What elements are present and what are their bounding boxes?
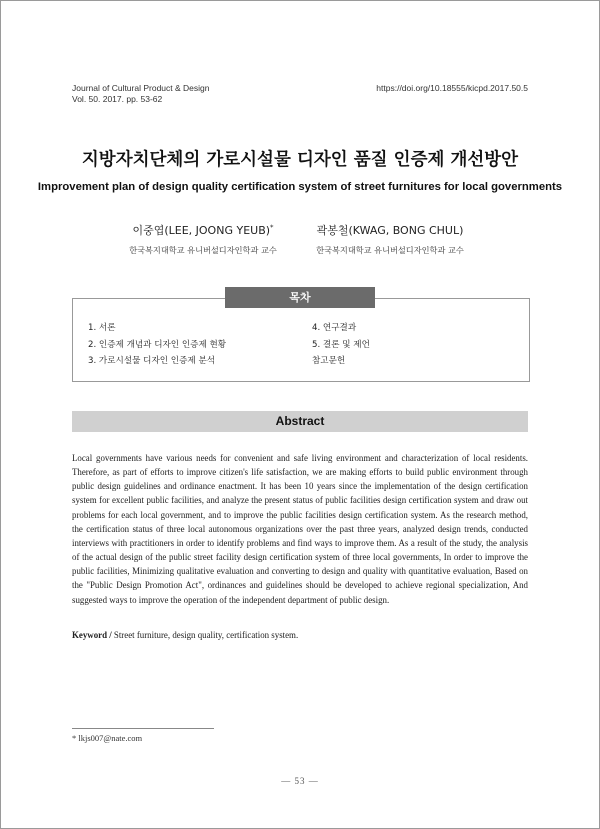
toc-left-column	[88, 320, 226, 370]
page-number: — 53 —	[281, 776, 319, 786]
journal-name: Journal of Cultural Product & Design	[72, 83, 210, 93]
toc-item: 4. 연구결과	[312, 323, 357, 333]
keyword-line	[72, 630, 528, 640]
keyword-text: Street furniture, design quality, certification system.	[113, 630, 299, 640]
doi-link[interactable]: https://doi.org/10.18555/kicpd.2017.50.5	[376, 83, 528, 93]
abstract-body: Local governments have various needs for convenient and safe living environment and characterization of local residents. Therefore, as part of efforts to improve citizen's life satisfaction, we are making efforts to build public environment through public design guidelines and ordinance enactment. It has been 10 years since the implementation of the design certification system for excellent public facilities, and analyze the present status of public facilities design certification system and draw out problems for each local government, and to improve the public facilities design certification system. As the research method, the certification status of three local autonomous organizations over the past three years, analyzed design trends, conducted interviews with practitioners in order to identify problems and find ways to improve them. As a result of the study, the analysis of the actual design of the public street facility design certification system of three local governments, In order to improve the public facilities, Minimizing qualitative evaluation and converting to design and quality with quantitative evaluation, Based on the "Public Design Promotion Act", ordinances and guidelines should be developed to achieve regional specialization, And suggested ways to improve the operation of the independent department of public design.	[72, 453, 528, 605]
author-1-mark: *	[270, 223, 274, 232]
toc-heading: 목차	[225, 287, 375, 308]
author-1-name: 이중엽(LEE, JOONG YEUB)	[132, 224, 271, 237]
footnote-email: * lkjs007@nate.com	[72, 733, 143, 743]
journal-header	[72, 83, 210, 105]
paper-title-english: Improvement plan of design quality certification system of street furnitures for local governments	[37, 181, 563, 193]
author-1-affiliation: 한국복지대학교 유니버설디자인학과 교수	[129, 245, 277, 255]
toc-item: 3. 가로시설물 디자인 인증제 분석	[88, 356, 216, 366]
toc-item: 1. 서론	[88, 323, 116, 333]
toc-right-column	[312, 320, 370, 370]
abstract-heading: Abstract	[72, 411, 528, 432]
paper-title-korean: 지방자치단체의 가로시설물 디자인 품질 인증제 개선방안	[81, 150, 519, 170]
author-2-name: 곽봉철(KWAG, BONG CHUL)	[316, 224, 464, 237]
toc-item: 2. 인증제 개념과 디자인 인증제 현황	[88, 339, 227, 350]
keyword-label: Keyword /	[72, 630, 112, 640]
toc-item: 참고문헌	[312, 356, 346, 366]
author-2-affiliation: 한국복지대학교 유니버설디자인학과 교수	[316, 245, 464, 255]
author-1	[103, 222, 303, 256]
journal-volume: Vol. 50. 2017. pp. 53-62	[72, 94, 163, 104]
footnote-divider	[72, 728, 214, 729]
author-2	[290, 222, 490, 256]
toc-item: 5. 결론 및 제언	[312, 339, 370, 350]
